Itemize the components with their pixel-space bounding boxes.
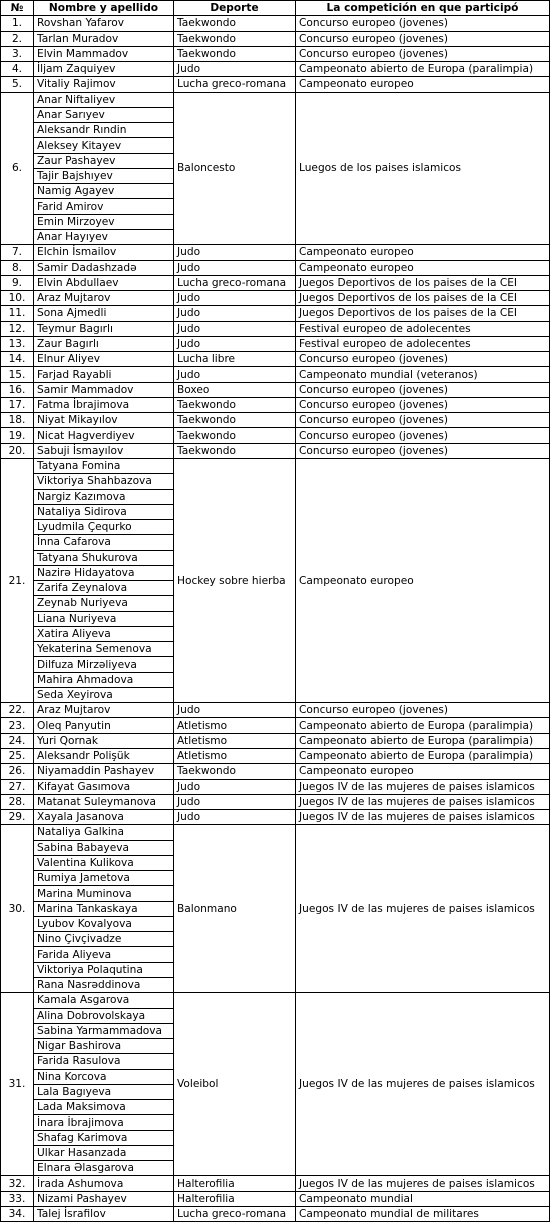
athlete-name: Seda Xeyirova — [34, 687, 174, 702]
row-number: 10. — [1, 291, 34, 306]
table-row — [1, 1191, 550, 1206]
table-row — [1, 46, 550, 61]
row-number: 18. — [1, 413, 34, 428]
athlete-name: Namig Agayev — [34, 184, 174, 199]
table-row — [1, 77, 550, 92]
table-row — [1, 413, 550, 428]
table-row — [1, 367, 550, 382]
header-number: № — [1, 1, 34, 16]
athlete-name: Viktoriya Polaqutina — [34, 962, 174, 977]
athlete-name: Elnara Əlasgarova — [34, 1161, 174, 1176]
sport: Balonmano — [174, 825, 296, 993]
sport: Boxeo — [174, 382, 296, 397]
athlete-name: Zarifa Zeynalova — [34, 581, 174, 596]
row-number: 21. — [1, 458, 34, 702]
competition: Juegos IV de las mujeres de paises islamicos — [296, 1176, 550, 1191]
athlete-name: İljam Zaquiyev — [34, 62, 174, 77]
row-number: 12. — [1, 321, 34, 336]
athlete-name: Nataliya Sidirova — [34, 504, 174, 519]
athlete-name: Tarlan Muradov — [34, 31, 174, 46]
table-row — [1, 321, 550, 336]
athlete-name: Nino Çivçivadze — [34, 932, 174, 947]
sport: Atletismo — [174, 749, 296, 764]
table-row — [1, 718, 550, 733]
sport: Lucha greco-romana — [174, 1206, 296, 1221]
row-number: 33. — [1, 1191, 34, 1206]
sport: Taekwondo — [174, 46, 296, 61]
sport: Judo — [174, 62, 296, 77]
sport: Judo — [174, 703, 296, 718]
sport: Lucha greco-romana — [174, 275, 296, 290]
athlete-name: Lada Maksimova — [34, 1100, 174, 1115]
row-number: 26. — [1, 764, 34, 779]
sport: Taekwondo — [174, 397, 296, 412]
table-row — [1, 397, 550, 412]
athlete-name: Nizami Pashayev — [34, 1191, 174, 1206]
athlete-name: Aleksandr Polişük — [34, 749, 174, 764]
row-number: 29. — [1, 810, 34, 825]
row-number: 31. — [1, 993, 34, 1176]
row-number: 17. — [1, 397, 34, 412]
sport: Taekwondo — [174, 31, 296, 46]
athlete-name: Oleq Panyutin — [34, 718, 174, 733]
row-number: 4. — [1, 62, 34, 77]
sport: Judo — [174, 794, 296, 809]
sport: Baloncesto — [174, 92, 296, 245]
sport: Judo — [174, 810, 296, 825]
row-number: 20. — [1, 443, 34, 458]
row-number: 5. — [1, 77, 34, 92]
row-number: 30. — [1, 825, 34, 993]
athlete-name: Sabina Babayeva — [34, 840, 174, 855]
athlete-name: Marina Tankaskaya — [34, 901, 174, 916]
competition: Campeonato europeo — [296, 245, 550, 260]
competition: Campeonato abierto de Europa (paralimpia) — [296, 749, 550, 764]
athlete-name: Valentina Kulikova — [34, 855, 174, 870]
table-row — [1, 336, 550, 351]
athlete-name: İrada Ashumova — [34, 1176, 174, 1191]
athlete-name: Farida Rasulova — [34, 1054, 174, 1069]
sport: Judo — [174, 336, 296, 351]
athlete-name: Dilfuza Mirzəliyeva — [34, 657, 174, 672]
row-number: 2. — [1, 31, 34, 46]
row-number: 32. — [1, 1176, 34, 1191]
sport: Judo — [174, 260, 296, 275]
athlete-name: Niyamaddin Pashayev — [34, 764, 174, 779]
athlete-name: Zaur Pashayev — [34, 153, 174, 168]
table-row — [1, 1206, 550, 1221]
competition: Campeonato europeo — [296, 764, 550, 779]
sport: Lucha libre — [174, 352, 296, 367]
athlete-name: Kamala Asgarova — [34, 993, 174, 1008]
competition: Campeonato abierto de Europa (paralimpia) — [296, 733, 550, 748]
competition: Juegos IV de las mujeres de paises islamicos — [296, 825, 550, 993]
athlete-name: Nataliya Galkina — [34, 825, 174, 840]
table-row — [1, 993, 550, 1008]
athlete-name: Kifayat Gasımova — [34, 779, 174, 794]
athlete-name: Tatyana Fomina — [34, 458, 174, 473]
athlete-name: Talej İsrafilov — [34, 1206, 174, 1221]
athlete-name: Niyat Mikayılov — [34, 413, 174, 428]
competition: Concurso europeo (jovenes) — [296, 703, 550, 718]
athlete-name: Vitaliy Rajimov — [34, 77, 174, 92]
competition: Campeonato europeo — [296, 77, 550, 92]
competition: Campeonato mundial — [296, 1191, 550, 1206]
table-body — [1, 16, 550, 1222]
athlete-name: Farid Amirov — [34, 199, 174, 214]
row-number: 24. — [1, 733, 34, 748]
header-name: Nombre y apellido — [34, 1, 174, 16]
row-number: 16. — [1, 382, 34, 397]
row-number: 15. — [1, 367, 34, 382]
header-row — [1, 1, 550, 16]
table-row — [1, 749, 550, 764]
table-row — [1, 443, 550, 458]
sport: Taekwondo — [174, 443, 296, 458]
sport: Judo — [174, 306, 296, 321]
athlete-name: Fatma İbrajimova — [34, 397, 174, 412]
sport: Hockey sobre hierba — [174, 458, 296, 702]
table-row — [1, 352, 550, 367]
sport: Halterofilia — [174, 1176, 296, 1191]
table-row — [1, 31, 550, 46]
sport: Taekwondo — [174, 764, 296, 779]
table-row — [1, 260, 550, 275]
row-number: 25. — [1, 749, 34, 764]
table-row — [1, 245, 550, 260]
competition: Concurso europeo (jovenes) — [296, 382, 550, 397]
athlete-name: İnna Cafarova — [34, 535, 174, 550]
sport: Atletismo — [174, 718, 296, 733]
competition: Concurso europeo (jovenes) — [296, 428, 550, 443]
athlete-name: Samir Dadashzadə — [34, 260, 174, 275]
athlete-name: Sabuji İsmayılov — [34, 443, 174, 458]
athlete-name: Farjad Rayabli — [34, 367, 174, 382]
row-number: 9. — [1, 275, 34, 290]
athlete-name: Emin Mirzoyev — [34, 214, 174, 229]
athlete-name: Rumiya Jametova — [34, 871, 174, 886]
competition: Juegos IV de las mujeres de paises islamicos — [296, 810, 550, 825]
table-row — [1, 794, 550, 809]
table-row — [1, 16, 550, 31]
athlete-name: Lala Bagıyeva — [34, 1084, 174, 1099]
competition: Concurso europeo (jovenes) — [296, 397, 550, 412]
athlete-name: Lyubov Kovalyova — [34, 916, 174, 931]
row-number: 1. — [1, 16, 34, 31]
sport: Judo — [174, 367, 296, 382]
table-row — [1, 733, 550, 748]
row-number: 34. — [1, 1206, 34, 1221]
competition: Campeonato europeo — [296, 458, 550, 702]
row-number: 14. — [1, 352, 34, 367]
competition: Juegos IV de las mujeres de paises islamicos — [296, 779, 550, 794]
athlete-name: Nazirə Hidayatova — [34, 565, 174, 580]
header-competition: La competición en que participó — [296, 1, 550, 16]
athlete-name: Rovshan Yafarov — [34, 16, 174, 31]
sport: Lucha greco-romana — [174, 77, 296, 92]
athlete-name: Zaur Bagırlı — [34, 336, 174, 351]
table-row — [1, 291, 550, 306]
row-number: 8. — [1, 260, 34, 275]
competition: Juegos IV de las mujeres de paises islamicos — [296, 993, 550, 1176]
athlete-name: Tajir Bajshıyev — [34, 168, 174, 183]
athlete-name: Anar Niftaliyev — [34, 92, 174, 107]
athlete-name: Nina Korcova — [34, 1069, 174, 1084]
table-row — [1, 764, 550, 779]
table-row — [1, 275, 550, 290]
table-row — [1, 703, 550, 718]
athlete-name: Sona Ajmedli — [34, 306, 174, 321]
table-row — [1, 382, 550, 397]
athlete-name: Nargiz Kazımova — [34, 489, 174, 504]
athlete-name: Lyudmila Çequrko — [34, 520, 174, 535]
competition: Concurso europeo (jovenes) — [296, 46, 550, 61]
competition: Campeonato abierto de Europa (paralimpia) — [296, 62, 550, 77]
competition: Juegos Deportivos de los paises de la CEI — [296, 275, 550, 290]
athlete-name: Samir Mammadov — [34, 382, 174, 397]
athlete-name: Zeynab Nuriyeva — [34, 596, 174, 611]
athlete-name: Marina Muminova — [34, 886, 174, 901]
row-number: 13. — [1, 336, 34, 351]
sport: Judo — [174, 779, 296, 794]
competition: Juegos Deportivos de los paises de la CEI — [296, 291, 550, 306]
athlete-name: Nicat Hagverdiyev — [34, 428, 174, 443]
row-number: 22. — [1, 703, 34, 718]
table-row — [1, 779, 550, 794]
row-number: 7. — [1, 245, 34, 260]
athlete-name: Araz Mujtarov — [34, 703, 174, 718]
athlete-name: Teymur Bagırlı — [34, 321, 174, 336]
athlete-name: Mahira Ahmadova — [34, 672, 174, 687]
athlete-name: Ulkar Hasanzada — [34, 1145, 174, 1160]
sport: Voleibol — [174, 993, 296, 1176]
sport: Taekwondo — [174, 413, 296, 428]
athlete-name: Elnur Aliyev — [34, 352, 174, 367]
row-number: 28. — [1, 794, 34, 809]
row-number: 3. — [1, 46, 34, 61]
table-row — [1, 458, 550, 473]
table-row — [1, 306, 550, 321]
sport: Taekwondo — [174, 16, 296, 31]
athlete-name: Xayala Jasanova — [34, 810, 174, 825]
competition: Concurso europeo (jovenes) — [296, 413, 550, 428]
athlete-name: Liana Nuriyeva — [34, 611, 174, 626]
athlete-name: Rana Nasrəddinova — [34, 978, 174, 993]
athlete-name: Yekaterina Semenova — [34, 642, 174, 657]
sport: Judo — [174, 291, 296, 306]
athlete-name: Tatyana Shukurova — [34, 550, 174, 565]
competition: Concurso europeo (jovenes) — [296, 16, 550, 31]
sport: Judo — [174, 321, 296, 336]
competition: Concurso europeo (jovenes) — [296, 443, 550, 458]
competition: Concurso europeo (jovenes) — [296, 352, 550, 367]
row-number: 19. — [1, 428, 34, 443]
athlete-name: Farida Aliyeva — [34, 947, 174, 962]
table-row — [1, 92, 550, 107]
competition: Campeonato abierto de Europa (paralimpia) — [296, 718, 550, 733]
athlete-name: Elvin Abdullaev — [34, 275, 174, 290]
competition: Campeonato mundial de militares — [296, 1206, 550, 1221]
table-row — [1, 810, 550, 825]
competition: Campeonato europeo — [296, 260, 550, 275]
athlete-name: Araz Mujtarov — [34, 291, 174, 306]
row-number: 6. — [1, 92, 34, 245]
athlete-name: Alina Dobrovolskaya — [34, 1008, 174, 1023]
athlete-name: Elchin İsmailov — [34, 245, 174, 260]
athlete-name: Yuri Qornak — [34, 733, 174, 748]
athlete-name: Aleksandr Rındin — [34, 123, 174, 138]
athlete-name: Aleksey Kitayev — [34, 138, 174, 153]
competition: Concurso europeo (jovenes) — [296, 31, 550, 46]
sport: Atletismo — [174, 733, 296, 748]
competition: Festival europeo de adolecentes — [296, 321, 550, 336]
row-number: 23. — [1, 718, 34, 733]
header-sport: Deporte — [174, 1, 296, 16]
athlete-name: Matanat Suleymanova — [34, 794, 174, 809]
competition: Campeonato mundial (veteranos) — [296, 367, 550, 382]
row-number: 27. — [1, 779, 34, 794]
table-row — [1, 825, 550, 840]
sport: Judo — [174, 245, 296, 260]
table-row — [1, 62, 550, 77]
athlete-name: İnara İbrajimova — [34, 1115, 174, 1130]
table-row — [1, 1176, 550, 1191]
competition: Luegos de los paises islamicos — [296, 92, 550, 245]
athlete-name: Sabina Yarmammadova — [34, 1023, 174, 1038]
athlete-name: Viktoriya Shahbazova — [34, 474, 174, 489]
competition: Festival europeo de adolecentes — [296, 336, 550, 351]
athlete-name: Shafag Karimova — [34, 1130, 174, 1145]
row-number: 11. — [1, 306, 34, 321]
athlete-name: Nigar Bashirova — [34, 1039, 174, 1054]
athlete-name: Anar Sarıyev — [34, 107, 174, 122]
competition: Juegos IV de las mujeres de paises islamicos — [296, 794, 550, 809]
competition: Juegos Deportivos de los paises de la CEI — [296, 306, 550, 321]
sport: Taekwondo — [174, 428, 296, 443]
sport: Halterofilia — [174, 1191, 296, 1206]
table-row — [1, 428, 550, 443]
athlete-name: Anar Hayıyev — [34, 229, 174, 244]
athlete-name: Xatira Aliyeva — [34, 626, 174, 641]
athlete-name: Elvin Mammadov — [34, 46, 174, 61]
